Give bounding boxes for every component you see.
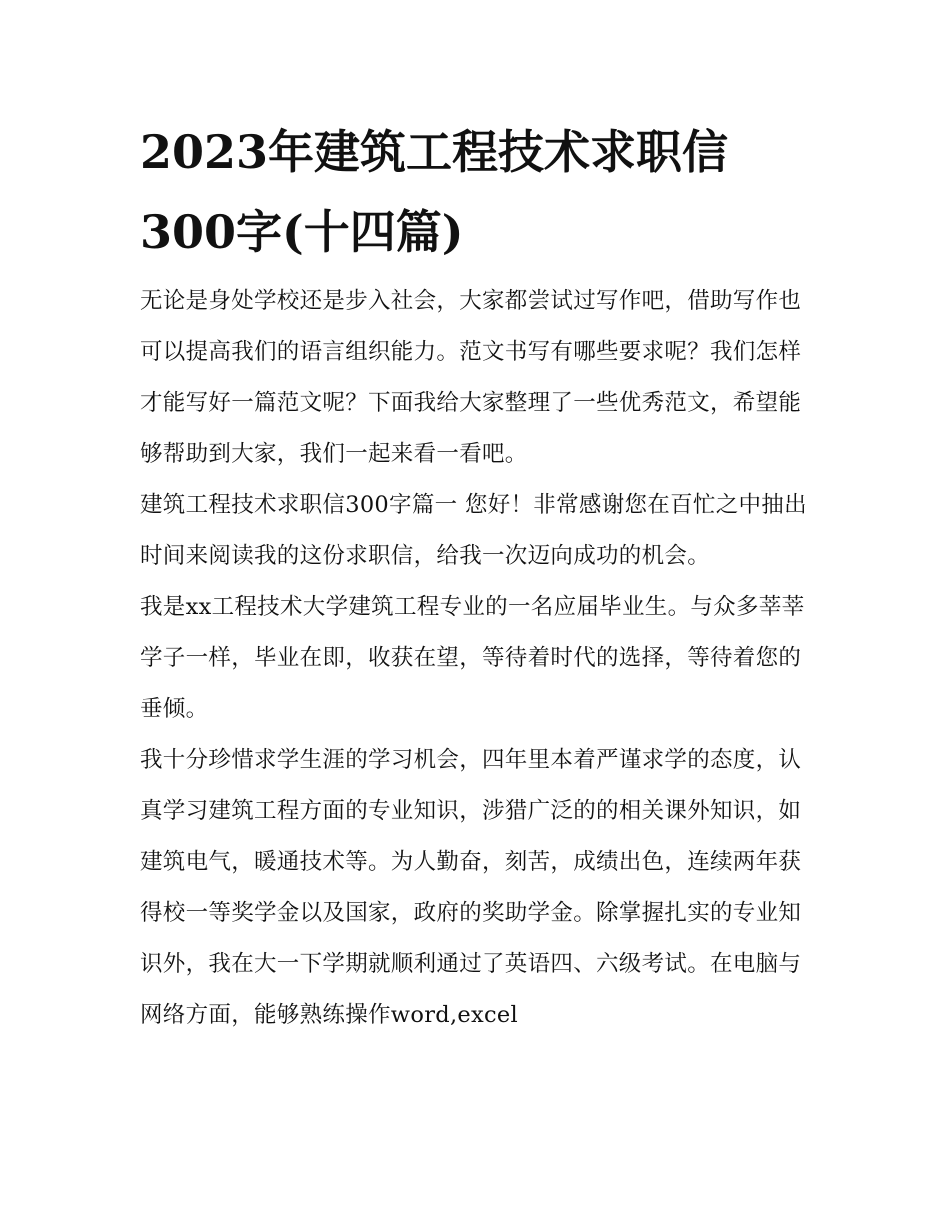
document-title: 2023年建筑工程技术求职信300字(十四篇) bbox=[140, 125, 729, 259]
paragraph-self-intro: 我是xx工程技术大学建筑工程专业的一名应届毕业生。与众多莘莘学子一样，毕业在即，收获在望，等待着时代的选择，等待着您的垂倾。 bbox=[140, 594, 805, 722]
paragraph-studies: 我十分珍惜求学生涯的学习机会，四年里本着严谨求学的态度，认真学习建筑工程方面的专业知识，涉猎广泛的的相关课外知识，如建筑电气，暖通技术等。为人勤奋，刻苦，成绩出色，连续两年获得校一等奖学金以及国家，政府的奖助学金。除掌握扎实的专业知识外，我在大一下学期就顺利通过了英语四、六级考试。在电脑与网络方面，能够熟练操作word,excel bbox=[140, 747, 802, 1028]
document-body bbox=[140, 276, 820, 1041]
paragraph-greeting: 建筑工程技术求职信300字篇一 您好！非常感谢您在百忙之中抽出时间来阅读我的这份求职信，给我一次迈向成功的机会。 bbox=[140, 492, 807, 569]
paragraph-intro: 无论是身处学校还是步入社会，大家都尝试过写作吧，借助写作也可以提高我们的语言组织能力。范文书写有哪些要求呢？我们怎样才能写好一篇范文呢？下面我给大家整理了一些优秀范文，希望能够帮助到大家，我们一起来看一看吧。 bbox=[140, 288, 802, 467]
